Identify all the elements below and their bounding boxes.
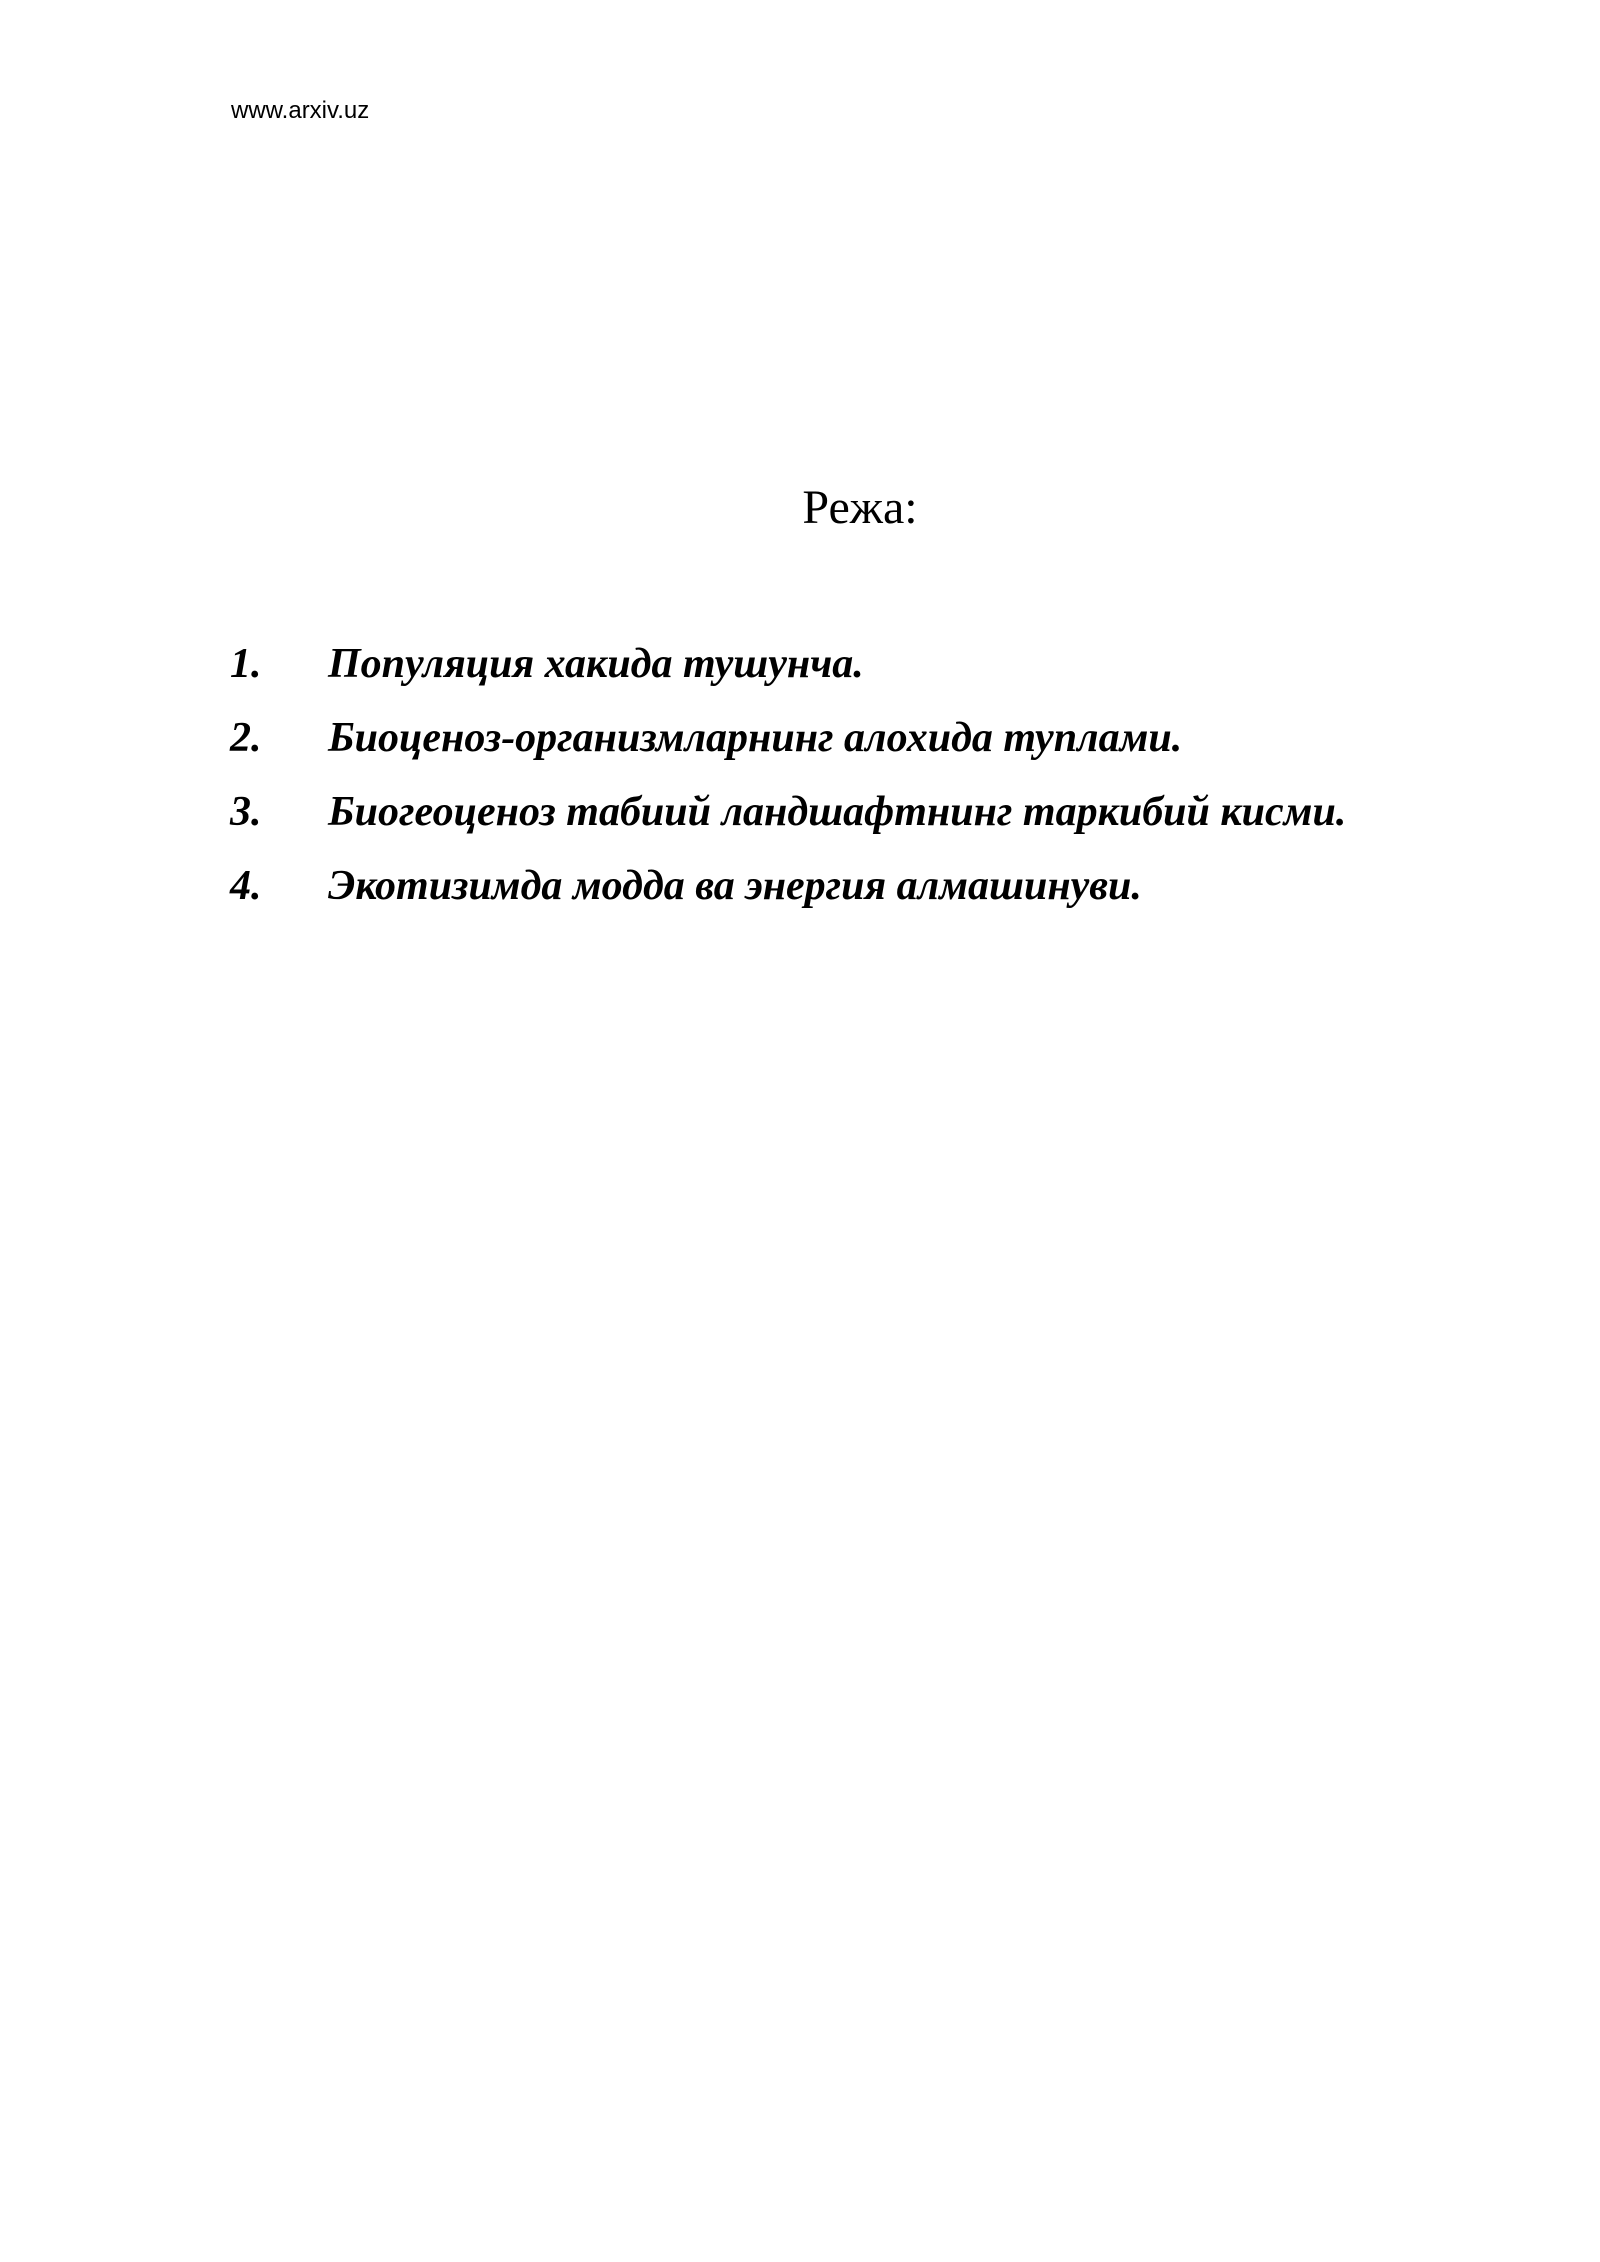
plan-item-text: Биогеоценоз табиий ландшафтнинг таркибий кисми. <box>328 789 1347 835</box>
plan-item <box>230 784 1346 858</box>
plan-item-text: Популяция хакида тушунча. <box>328 641 864 687</box>
plan-item <box>230 858 1346 932</box>
plan-item-text: Биоценоз-организмларнинг алохида туплами. <box>328 715 1183 761</box>
plan-item-number: 4. <box>230 863 262 909</box>
plan-item <box>230 636 1346 710</box>
plan-list <box>230 636 1346 932</box>
plan-title: Режа: <box>802 481 918 534</box>
site-url: www.arxiv.uz <box>231 97 370 124</box>
plan-item-text: Экотизимда модда ва энергия алмашинуви. <box>328 863 1142 909</box>
plan-item-number: 1. <box>230 641 262 687</box>
plan-item-number: 2. <box>230 715 262 761</box>
plan-item <box>230 710 1346 784</box>
plan-item-number: 3. <box>230 789 262 835</box>
